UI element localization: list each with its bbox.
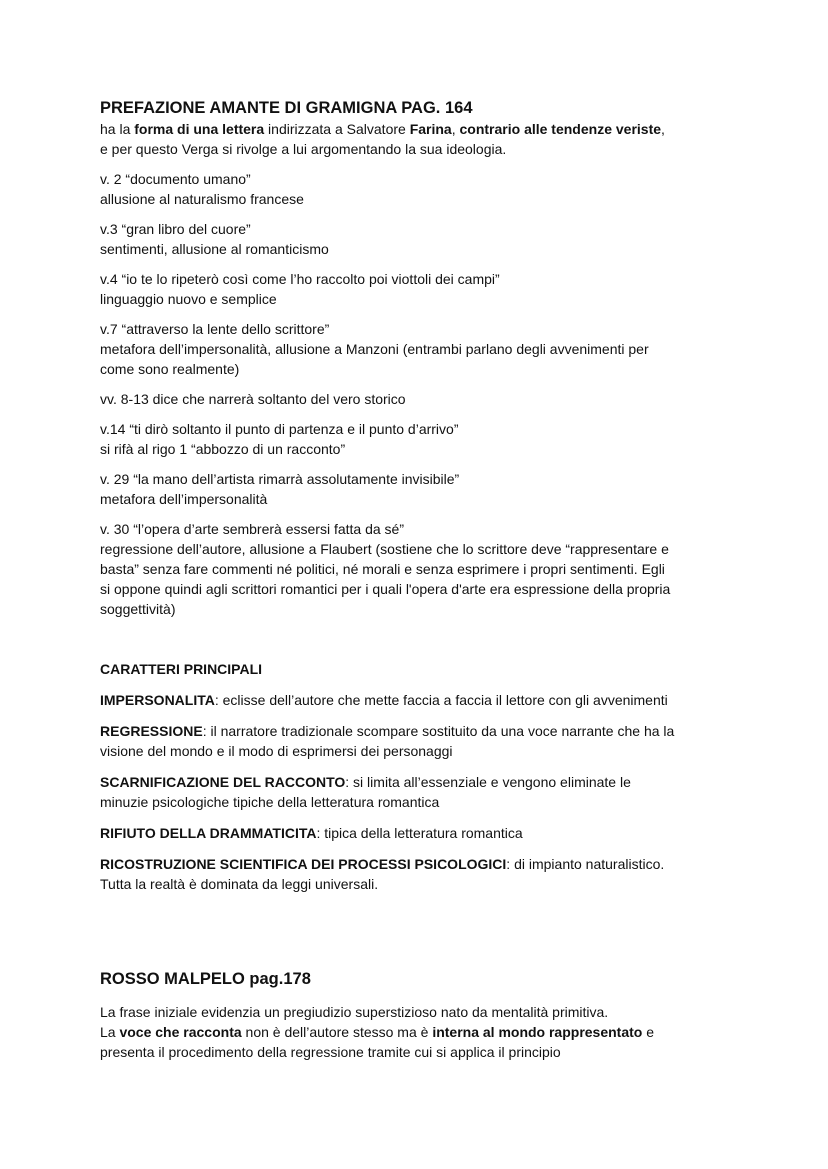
document-content (100, 97, 740, 1062)
section-title-caratteri: CARATTERI PRINCIPALI (100, 661, 263, 677)
rosso-malpelo-paragraph: La frase iniziale evidenzia un pregiudizio superstizioso nato da mentalità primitiva. La voce che racconta non è dell’autore stesso ma è interna al mondo rappresentato e presenta il procedimento della regressione tramite cui si applica il principio (100, 1004, 655, 1060)
verse-note: v.3 “gran libro del cuore” sentimenti, allusione al romanticismo (100, 221, 329, 257)
verse-note: v.4 “io te lo ripeterò così come l’ho raccolto poi viottoli dei campi” linguaggio nuovo e semplice (100, 271, 500, 307)
intro-line-1: ha la forma di una lettera indirizzata a Salvatore Farina, contrario alle tendenze veriste, (100, 121, 665, 137)
verse-note: v. 2 “documento umano” allusione al naturalismo francese (100, 171, 304, 207)
verse-note: v.14 “ti dirò soltanto il punto di partenza e il punto d’arrivo” si rifà al rigo 1 “abbozzo di un racconto” (100, 421, 459, 457)
trait-item: SCARNIFICAZIONE DEL RACCONTO: si limita all’essenziale e vengono eliminate le minuzie psicologiche tipiche della letteratura romantica (100, 774, 631, 810)
verse-note: v. 29 “la mano dell’artista rimarrà assolutamente invisibile” metafora dell’impersonalità (100, 471, 460, 507)
verse-note: vv. 8-13 dice che narrerà soltanto del vero storico (100, 391, 406, 407)
verse-note: v.7 “attraverso la lente dello scrittore” metafora dell’impersonalità, allusione a Manzoni (entrambi parlano degli avvenimenti per come sono realmente) (100, 321, 649, 377)
section-title-prefazione: PREFAZIONE AMANTE DI GRAMIGNA PAG. 164 (100, 99, 473, 117)
trait-item: RICOSTRUZIONE SCIENTIFICA DEI PROCESSI PSICOLOGICI: di impianto naturalistico. Tutta la realtà è dominata da leggi universali. (100, 856, 665, 892)
intro-line-2: e per questo Verga si rivolge a lui argomentando la sua ideologia. (100, 141, 507, 157)
verse-note: v. 30 “l’opera d’arte sembrerà essersi fatta da sé” regressione dell’autore, allusione a Flaubert (sostiene che lo scrittore deve “rappresentare e basta” senza fare commenti né politici, né morali e senza esprimere i propri sentimenti. Egli si oppone quindi agli scrittori romantici per i quali l'opera d'arte era espressione della propria soggettività) (100, 521, 671, 617)
trait-item: REGRESSIONE: il narratore tradizionale scompare sostituito da una voce narrante che ha la visione del mondo e il modo di esprimersi dei personaggi (100, 723, 675, 759)
section-title-rosso-malpelo: ROSSO MALPELO pag.178 (100, 970, 311, 988)
trait-item: RIFIUTO DELLA DRAMMATICITA: tipica della letteratura romantica (100, 825, 523, 841)
trait-item: IMPERSONALITA: eclisse dell’autore che mette faccia a faccia il lettore con gli avvenimenti (100, 692, 668, 708)
